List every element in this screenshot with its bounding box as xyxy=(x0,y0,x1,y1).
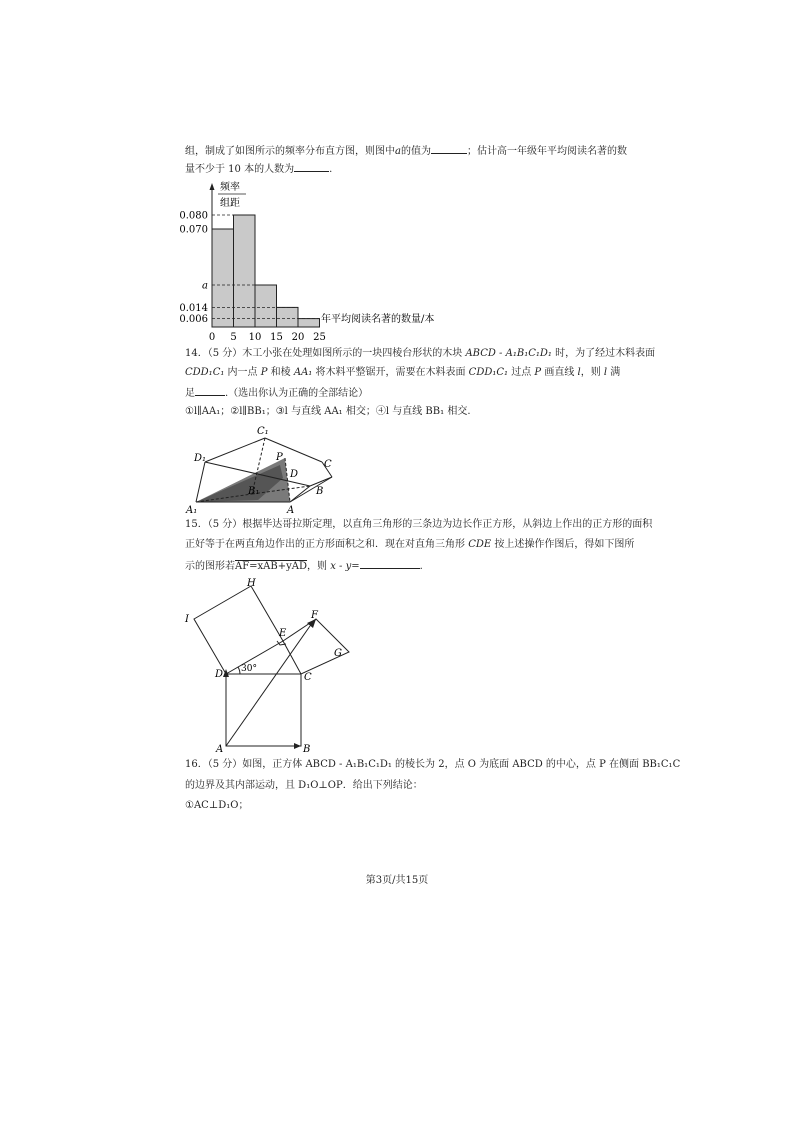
label-d: D xyxy=(290,469,299,480)
label-e: E xyxy=(279,628,287,639)
label-h: H xyxy=(247,578,256,589)
label-b1: B₁ xyxy=(248,486,260,497)
label-c: C xyxy=(304,672,312,683)
vector-equation: AF=xAB+yAD xyxy=(235,561,308,572)
var-a: a xyxy=(395,146,401,157)
label-p: P xyxy=(276,452,283,463)
q15-line-3: 示的图形若AF=xAB+yAD，则 x - y= . xyxy=(185,558,423,574)
q15-line-1: 15．（5 分）根据毕达哥拉斯定理，以直角三角形的三条边为边长作正方形，从斜边上作出的正方形的面积 xyxy=(185,519,653,530)
x-tick-label: 10 xyxy=(248,332,262,343)
label-d1: D₁ xyxy=(194,453,207,464)
label-c1: C₁ xyxy=(257,426,269,437)
y-label-bottom: 组距 xyxy=(220,198,240,209)
arrow-ab xyxy=(294,743,301,749)
x-tick-label: 15 xyxy=(270,332,283,343)
label-f: F xyxy=(311,610,318,621)
label-a: A xyxy=(287,505,295,516)
page-footer: 第3页/共15页 xyxy=(365,875,429,886)
q16-line-3: ①AC⊥D₁O； xyxy=(185,800,249,811)
y-tick-label: 0.080 xyxy=(179,210,208,222)
x-tick-label: 20 xyxy=(291,332,305,343)
q14-line-2: CDD₁C₁ 内一点 P 和棱 AA₁ 将木料平整锯开，需要在木料表面 CDD₁C₁ 过点 P 画直线 l，则 l 满 xyxy=(185,367,621,378)
label-c: C xyxy=(324,459,332,470)
q14-line-3: 足 .（选出你认为正确的全部结论） xyxy=(185,385,368,401)
q16-line-2: 的边界及其内部运动，且 D₁O⊥OP．给出下列结论： xyxy=(185,780,423,791)
label-d: D xyxy=(215,669,224,680)
label-a1: A₁ xyxy=(186,505,198,516)
y-tick-label: 0.014 xyxy=(179,302,208,314)
y-tick-label: a xyxy=(202,280,208,292)
angle-label: 30° xyxy=(241,664,257,674)
label-g: G xyxy=(334,648,342,659)
x-tick-label: 25 xyxy=(313,332,326,343)
q13-line-2: 量不少于 10 本的人数为 . xyxy=(185,161,332,177)
y-tick-label: 0.006 xyxy=(179,314,208,326)
q14-line-1: 14．（5 分）木工小张在处理如图所示的一块四棱台形状的木块 ABCD - A₁B₁C₁D₁ 时，为了经过木料表面 xyxy=(185,348,656,359)
label-a: A xyxy=(216,744,224,755)
q16-line-1: 16．（5 分）如图，正方体 ABCD - A₁B₁C₁D₁ 的棱长为 2，点 O 为底面 ABCD 的中心，点 P 在侧面 BB₁C₁C xyxy=(185,759,681,770)
q13-line-1: 组，制成了如图所示的频率分布直方图，则图中a的值为 ；估计高一年级年平均阅读名著的数 xyxy=(185,143,627,159)
label-i: I xyxy=(185,614,189,625)
x-tick-label: 5 xyxy=(230,332,237,343)
label-b: B xyxy=(303,744,311,755)
x-axis-label: 年平均阅读名著的数量/本 xyxy=(321,314,435,325)
label-b: B xyxy=(316,486,324,497)
q15-line-2: 正好等于在两直角边作出的正方形面积之和．现在对直角三角形 CDE 按上述操作作图后，得如下图所 xyxy=(185,539,635,550)
y-label-top: 频率 xyxy=(220,182,240,193)
y-tick-label: 0.070 xyxy=(179,224,208,236)
q14-options: ①l∥AA₁；②l∥BB₁；③l 与直线 AA₁ 相交；④l 与直线 BB₁ 相交. xyxy=(185,406,471,417)
x-tick-label: 0 xyxy=(208,332,216,343)
